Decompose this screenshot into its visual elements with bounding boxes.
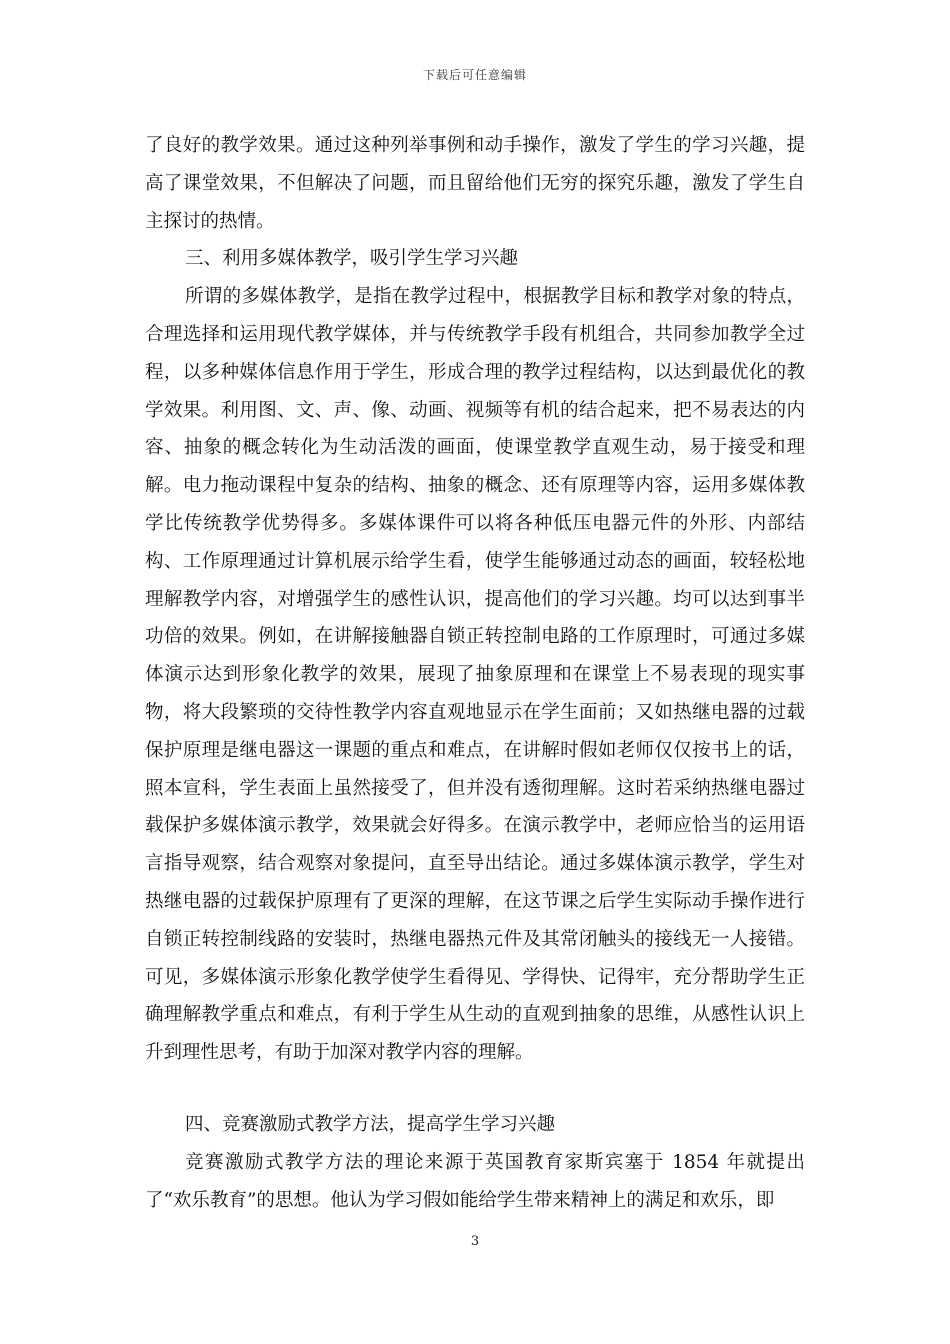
paragraph-multimedia: 所谓的多媒体教学，是指在教学过程中，根据教学目标和教学对象的特点，合理选择和运用现代教学媒体，并与传统教学手段有机组合，共同参加教学全过程，以多种媒体信息作用于学生，形成合理的教学过程结构，以达到最优化的教学效果。利用图、文、声、像、动画、视频等有机的结合起来，把不易表达的内容、抽象的概念转化为生动活泼的画面，使课堂教学直观生动，易于接受和理解。电力拖动课程中复杂的结构、抽象的概念、还有原理等内容，运用多媒体教学比传统教学优势得多。多媒体课件可以将各种低压电器元件的外形、内部结构、工作原理通过计算机展示给学生看，使学生能够通过动态的画面，较轻松地理解教学内容，对增强学生的感性认识，提高他们的学习兴趣。均可以达到事半功倍的效果。例如，在讲解接触器自锁正转控制电路的工作原理时，可通过多媒体演示达到形象化教学的效果，展现了抽象原理和在课堂上不易表现的现实事物，将大段繁琐的交待性教学内容直观地显示在学生面前；又如热继电器的过载保护原理是继电器这一课题的重点和难点，在讲解时假如老师仅仅按书上的话，照本宣科，学生表面上虽然接受了，但并没有透彻理解。这时若采纳热继电器过载保护多媒体演示教学，效果就会好得多。在演示教学中，老师应恰当的运用语言指导观察，结合观察对象提问，直至导出结论。通过多媒体演示教学，学生对热继电器的过载保护原理有了更深的理解，在这节课之后学生实际动手操作进行自锁正转控制线路的安装时，热继电器热元件及其常闭触头的接线无一人接错。可见，多媒体演示形象化教学使学生看得见、学得快、记得牢，充分帮助学生正确理解教学重点和难点，有利于学生从生动的直观到抽象的思维，从感性认识上升到理性思考，有助于加深对教学内容的理解。 bbox=[145, 286, 805, 1064]
page-number: 3 bbox=[470, 1234, 480, 1249]
paragraph-competition: 竞赛激励式教学方法的理论来源于英国教育家斯宾塞于 1854 年就提出了“欢乐教育”的思想。他认为学习假如能给学生带来精神上的满足和欢乐，即 bbox=[145, 1151, 805, 1211]
page-header: 下载后可任意编辑 bbox=[422, 68, 527, 82]
section-heading-4: 四、竞赛激励式教学方法，提高学生学习兴趣 bbox=[185, 1113, 556, 1135]
document-body bbox=[145, 127, 805, 1219]
paragraph-continued: 了良好的教学效果。通过这种列举事例和动手操作，激发了学生的学习兴趣，提高了课堂效果，不但解决了问题，而且留给他们无穷的探究乐趣，激发了学生自主探讨的热情。 bbox=[145, 135, 805, 232]
section-heading-3: 三、利用多媒体教学，吸引学生学习兴趣 bbox=[185, 248, 519, 270]
